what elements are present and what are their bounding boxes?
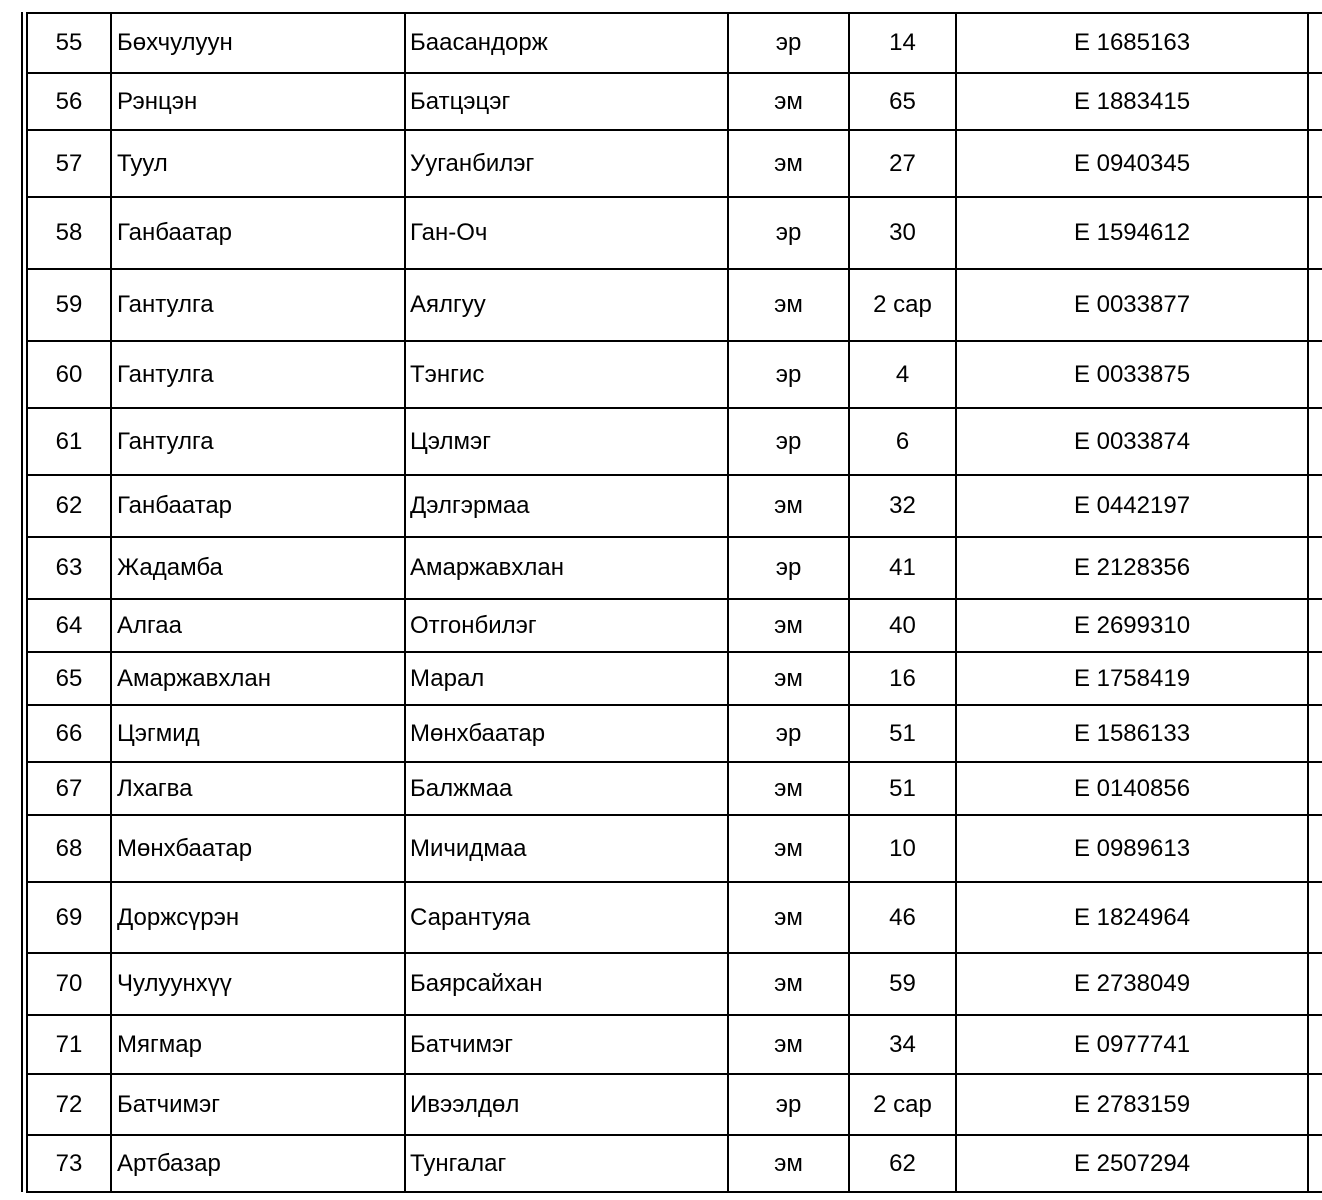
row-number-cell: 64 bbox=[27, 599, 111, 652]
table-row bbox=[27, 652, 1322, 705]
given-name-cell: Гантулга bbox=[111, 408, 405, 475]
sex-cell: эр bbox=[728, 705, 849, 762]
name-cell: Дэлгэрмаа bbox=[405, 475, 728, 537]
row-number-cell: 66 bbox=[27, 705, 111, 762]
given-name-cell: Чулуунхүү bbox=[111, 953, 405, 1015]
id-number-cell: Е 0033874 bbox=[956, 408, 1308, 475]
name-cell: Баасандорж bbox=[405, 13, 728, 73]
given-name-cell: Жадамба bbox=[111, 537, 405, 599]
given-name-cell: Доржсүрэн bbox=[111, 882, 405, 953]
age-cell: 30 bbox=[849, 197, 956, 269]
id-number-cell: Е 0140856 bbox=[956, 762, 1308, 815]
row-number-cell: 65 bbox=[27, 652, 111, 705]
sex-cell: эм bbox=[728, 953, 849, 1015]
table-double-border bbox=[21, 12, 23, 1192]
blank-cell bbox=[1308, 599, 1322, 652]
table-row bbox=[27, 13, 1322, 73]
row-number-cell: 72 bbox=[27, 1074, 111, 1135]
blank-cell bbox=[1308, 408, 1322, 475]
id-number-cell: Е 1758419 bbox=[956, 652, 1308, 705]
id-number-cell: Е 1685163 bbox=[956, 13, 1308, 73]
id-number-cell: Е 0977741 bbox=[956, 1015, 1308, 1074]
row-number-cell: 71 bbox=[27, 1015, 111, 1074]
id-number-cell: Е 0442197 bbox=[956, 475, 1308, 537]
table-row bbox=[27, 537, 1322, 599]
table-row bbox=[27, 882, 1322, 953]
name-cell: Амаржавхлан bbox=[405, 537, 728, 599]
blank-cell bbox=[1308, 341, 1322, 408]
table-row bbox=[27, 73, 1322, 130]
row-number-cell: 69 bbox=[27, 882, 111, 953]
row-number-cell: 70 bbox=[27, 953, 111, 1015]
table-row bbox=[27, 130, 1322, 197]
age-cell: 59 bbox=[849, 953, 956, 1015]
age-cell: 46 bbox=[849, 882, 956, 953]
name-cell: Сарантуяа bbox=[405, 882, 728, 953]
table-row bbox=[27, 269, 1322, 341]
blank-cell bbox=[1308, 1135, 1322, 1192]
given-name-cell: Артбазар bbox=[111, 1135, 405, 1192]
row-number-cell: 68 bbox=[27, 815, 111, 882]
table-row bbox=[27, 408, 1322, 475]
given-name-cell: Алгаа bbox=[111, 599, 405, 652]
given-name-cell: Мөнхбаатар bbox=[111, 815, 405, 882]
row-number-cell: 60 bbox=[27, 341, 111, 408]
age-cell: 40 bbox=[849, 599, 956, 652]
age-cell: 6 bbox=[849, 408, 956, 475]
table-row bbox=[27, 599, 1322, 652]
table-row bbox=[27, 815, 1322, 882]
blank-cell bbox=[1308, 13, 1322, 73]
sex-cell: эм bbox=[728, 1015, 849, 1074]
person-roster-table bbox=[26, 12, 1322, 1193]
age-cell: 41 bbox=[849, 537, 956, 599]
sex-cell: эр bbox=[728, 537, 849, 599]
sex-cell: эр bbox=[728, 197, 849, 269]
blank-cell bbox=[1308, 762, 1322, 815]
name-cell: Тунгалаг bbox=[405, 1135, 728, 1192]
age-cell: 27 bbox=[849, 130, 956, 197]
id-number-cell: Е 0033877 bbox=[956, 269, 1308, 341]
age-cell: 2 сар bbox=[849, 269, 956, 341]
blank-cell bbox=[1308, 537, 1322, 599]
given-name-cell: Ганбаатар bbox=[111, 475, 405, 537]
id-number-cell: Е 2738049 bbox=[956, 953, 1308, 1015]
blank-cell bbox=[1308, 130, 1322, 197]
id-number-cell: Е 2699310 bbox=[956, 599, 1308, 652]
age-cell: 10 bbox=[849, 815, 956, 882]
row-number-cell: 55 bbox=[27, 13, 111, 73]
table-row bbox=[27, 762, 1322, 815]
blank-cell bbox=[1308, 652, 1322, 705]
age-cell: 62 bbox=[849, 1135, 956, 1192]
blank-cell bbox=[1308, 1015, 1322, 1074]
table-row bbox=[27, 341, 1322, 408]
row-number-cell: 57 bbox=[27, 130, 111, 197]
given-name-cell: Рэнцэн bbox=[111, 73, 405, 130]
name-cell: Отгонбилэг bbox=[405, 599, 728, 652]
age-cell: 14 bbox=[849, 13, 956, 73]
table-row bbox=[27, 1074, 1322, 1135]
row-number-cell: 73 bbox=[27, 1135, 111, 1192]
sex-cell: эр bbox=[728, 341, 849, 408]
given-name-cell: Гантулга bbox=[111, 341, 405, 408]
table-row bbox=[27, 197, 1322, 269]
age-cell: 34 bbox=[849, 1015, 956, 1074]
table-row bbox=[27, 1135, 1322, 1192]
id-number-cell: Е 1586133 bbox=[956, 705, 1308, 762]
name-cell: Балжмаа bbox=[405, 762, 728, 815]
table-row bbox=[27, 1015, 1322, 1074]
blank-cell bbox=[1308, 882, 1322, 953]
name-cell: Ган-Оч bbox=[405, 197, 728, 269]
age-cell: 51 bbox=[849, 705, 956, 762]
age-cell: 16 bbox=[849, 652, 956, 705]
table-row bbox=[27, 475, 1322, 537]
age-cell: 51 bbox=[849, 762, 956, 815]
given-name-cell: Мягмар bbox=[111, 1015, 405, 1074]
id-number-cell: Е 0940345 bbox=[956, 130, 1308, 197]
id-number-cell: Е 2128356 bbox=[956, 537, 1308, 599]
blank-cell bbox=[1308, 73, 1322, 130]
name-cell: Цэлмэг bbox=[405, 408, 728, 475]
sex-cell: эм bbox=[728, 762, 849, 815]
name-cell: Батцэцэг bbox=[405, 73, 728, 130]
name-cell: Марал bbox=[405, 652, 728, 705]
row-number-cell: 61 bbox=[27, 408, 111, 475]
row-number-cell: 67 bbox=[27, 762, 111, 815]
name-cell: Мичидмаа bbox=[405, 815, 728, 882]
blank-cell bbox=[1308, 269, 1322, 341]
given-name-cell: Ганбаатар bbox=[111, 197, 405, 269]
sex-cell: эм bbox=[728, 1135, 849, 1192]
sex-cell: эм bbox=[728, 815, 849, 882]
given-name-cell: Лхагва bbox=[111, 762, 405, 815]
row-number-cell: 56 bbox=[27, 73, 111, 130]
sex-cell: эм bbox=[728, 269, 849, 341]
sex-cell: эм bbox=[728, 652, 849, 705]
blank-cell bbox=[1308, 953, 1322, 1015]
table-row bbox=[27, 953, 1322, 1015]
name-cell: Батчимэг bbox=[405, 1015, 728, 1074]
name-cell: Аялгуу bbox=[405, 269, 728, 341]
name-cell: Ууганбилэг bbox=[405, 130, 728, 197]
blank-cell bbox=[1308, 475, 1322, 537]
name-cell: Ивээлдөл bbox=[405, 1074, 728, 1135]
id-number-cell: Е 2783159 bbox=[956, 1074, 1308, 1135]
row-number-cell: 59 bbox=[27, 269, 111, 341]
id-number-cell: Е 1883415 bbox=[956, 73, 1308, 130]
sex-cell: эм bbox=[728, 882, 849, 953]
name-cell: Тэнгис bbox=[405, 341, 728, 408]
given-name-cell: Цэгмид bbox=[111, 705, 405, 762]
age-cell: 2 сар bbox=[849, 1074, 956, 1135]
given-name-cell: Гантулга bbox=[111, 269, 405, 341]
given-name-cell: Бөхчулуун bbox=[111, 13, 405, 73]
id-number-cell: Е 1594612 bbox=[956, 197, 1308, 269]
sex-cell: эм bbox=[728, 130, 849, 197]
sex-cell: эм bbox=[728, 73, 849, 130]
blank-cell bbox=[1308, 1074, 1322, 1135]
given-name-cell: Туул bbox=[111, 130, 405, 197]
blank-cell bbox=[1308, 815, 1322, 882]
blank-cell bbox=[1308, 705, 1322, 762]
age-cell: 32 bbox=[849, 475, 956, 537]
row-number-cell: 58 bbox=[27, 197, 111, 269]
id-number-cell: Е 2507294 bbox=[956, 1135, 1308, 1192]
sex-cell: эр bbox=[728, 1074, 849, 1135]
sex-cell: эр bbox=[728, 13, 849, 73]
row-number-cell: 62 bbox=[27, 475, 111, 537]
sex-cell: эр bbox=[728, 408, 849, 475]
age-cell: 65 bbox=[849, 73, 956, 130]
id-number-cell: Е 0989613 bbox=[956, 815, 1308, 882]
id-number-cell: Е 0033875 bbox=[956, 341, 1308, 408]
name-cell: Мөнхбаатар bbox=[405, 705, 728, 762]
given-name-cell: Амаржавхлан bbox=[111, 652, 405, 705]
table-row bbox=[27, 705, 1322, 762]
sex-cell: эм bbox=[728, 475, 849, 537]
given-name-cell: Батчимэг bbox=[111, 1074, 405, 1135]
id-number-cell: Е 1824964 bbox=[956, 882, 1308, 953]
sex-cell: эм bbox=[728, 599, 849, 652]
name-cell: Баярсайхан bbox=[405, 953, 728, 1015]
row-number-cell: 63 bbox=[27, 537, 111, 599]
blank-cell bbox=[1308, 197, 1322, 269]
age-cell: 4 bbox=[849, 341, 956, 408]
